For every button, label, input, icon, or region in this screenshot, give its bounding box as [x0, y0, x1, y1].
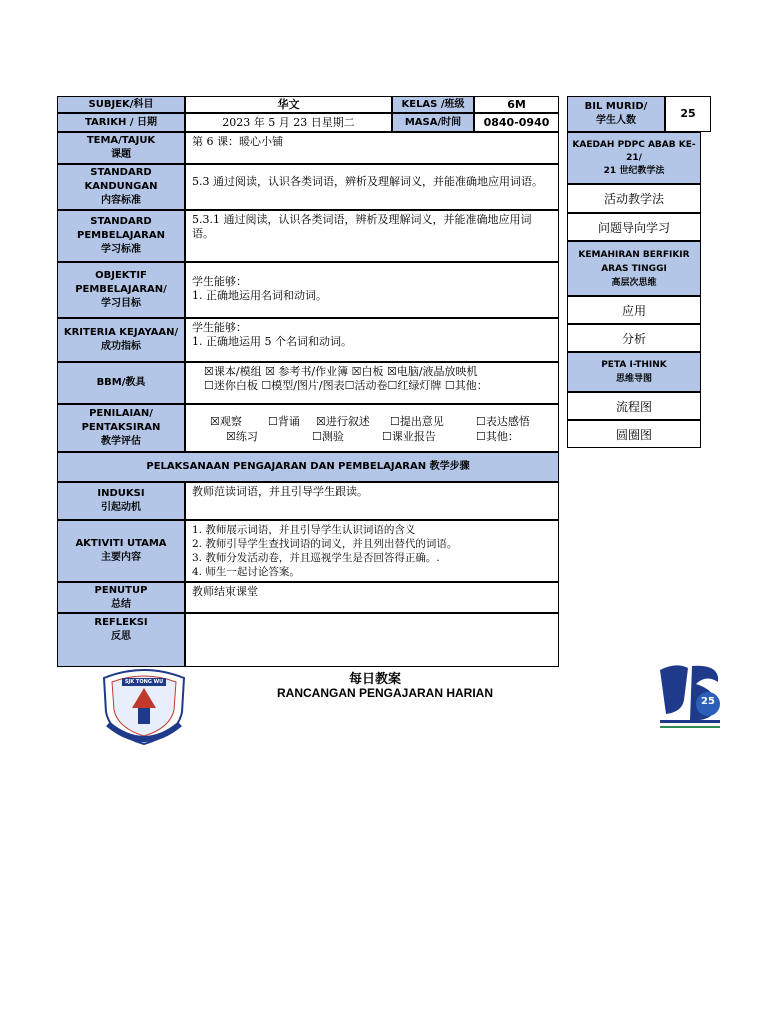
- ithink-item: 圆圈图: [567, 420, 701, 448]
- penilaian-label: PENILAIAN/ PENTAKSIRAN 教学评估: [57, 404, 185, 452]
- penilaian-option: ☐背诵: [268, 415, 300, 428]
- penilaian-option: ☐表达感悟: [476, 415, 530, 428]
- kelas-value: 6M: [474, 96, 559, 113]
- school-crest-logo: [98, 664, 190, 746]
- penutup-value: 教师结束课堂: [185, 582, 559, 613]
- kaedah-item: 活动教学法: [567, 184, 701, 213]
- aktiviti-label: AKTIVITI UTAMA 主要内容: [57, 520, 185, 582]
- penilaian-value: [185, 404, 559, 452]
- penilaian-option: ☒进行叙述: [316, 415, 370, 428]
- anniversary-logo: [656, 660, 724, 732]
- kbat-label: KEMAHIRAN BERFIKIR ARAS TINGGI 高层次思维: [567, 241, 701, 296]
- kriteria-label: KRITERIA KEJAYAAN/ 成功指标: [57, 318, 185, 362]
- penilaian-option: ☒练习: [226, 430, 258, 443]
- bbm-line-2: ☐迷你白板 ☐模型/图片/图表☐活动卷☐红绿灯牌 ☐其他：: [204, 379, 488, 392]
- anniversary-number: 25: [701, 696, 715, 707]
- kaedah-label: KAEDAH PDPC ABAB KE- 21/ 21 世纪教学法: [567, 132, 701, 184]
- refleksi-value: [185, 613, 559, 667]
- masa-value: 0840-0940: [474, 113, 559, 132]
- bbm-label: BBM/教具: [57, 362, 185, 404]
- subjek-value: 华文: [185, 96, 392, 113]
- penilaian-option: ☒观察: [210, 415, 242, 428]
- tema-label: TEMA/TAJUK 课题: [57, 132, 185, 164]
- refleksi-label: REFLEKSI 反思: [57, 613, 185, 667]
- masa-label: MASA/时间: [392, 113, 474, 132]
- penilaian-option: ☐其他：: [476, 430, 519, 443]
- ithink-item: 流程图: [567, 392, 701, 420]
- induksi-label: INDUKSI 引起动机: [57, 482, 185, 520]
- penilaian-option: ☐课业报告: [382, 430, 436, 443]
- induksi-value: 教师范读词语，并且引导学生跟读。: [185, 482, 559, 520]
- tema-value: 第 6 课：暖心小铺: [185, 132, 559, 164]
- standard-kandungan-value: 5.3 通过阅读，认识各类词语，辨析及理解词义，并能准确地应用词语。: [185, 164, 559, 210]
- penilaian-option: ☐提出意见: [390, 415, 444, 428]
- bil-murid-value: 25: [665, 96, 711, 132]
- objektif-label: OBJEKTIF PEMBELAJARAN/ 学习目标: [57, 262, 185, 318]
- kriteria-value: 学生能够： 1. 正确地运用 5 个名词和动词。: [185, 318, 559, 362]
- standard-pembelajaran-value: 5.3.1 通过阅读，认识各类词语，辨析及理解词义，并能准确地应用词语。: [185, 210, 559, 262]
- bil-murid-label: BIL MURID/ 学生人数: [567, 96, 665, 132]
- kbat-item: 应用: [567, 296, 701, 324]
- tarikh-label: TARIKH / 日期: [57, 113, 185, 132]
- subjek-label: SUBJEK/科目: [57, 96, 185, 113]
- kaedah-item: 问题导向学习: [567, 213, 701, 241]
- penilaian-option: ☐测验: [312, 430, 344, 443]
- tarikh-value: 2023 年 5 月 23 日星期二: [185, 113, 392, 132]
- kbat-item: 分析: [567, 324, 701, 352]
- kelas-label: KELAS /班级: [392, 96, 474, 113]
- aktiviti-value: 1. 教师展示词语，并且引导学生认识词语的含义 2. 教师引导学生查找词语的词义，并且列出替代的词语。 3. 教师分发活动卷，并且巡视学生是否回答得正确。. 4. 师生一起讨论答案。: [185, 520, 559, 582]
- footer-title-cn: 每日教案: [348, 672, 401, 687]
- objektif-value: 学生能够： 1. 正确地运用名词和动词。: [185, 262, 559, 318]
- ithink-label: PETA I-THINK 思维导图: [567, 352, 701, 392]
- bbm-value: [185, 362, 559, 404]
- footer-title-ms: RANCANGAN PENGAJARAN HARIAN: [276, 686, 493, 700]
- crest-text: SJK TONG WU: [124, 679, 164, 685]
- bbm-line-1: ☒课本/模组 ☒ 参考书/作业簿 ☒白板 ☒电脑/液晶放映机: [204, 365, 478, 378]
- standard-kandungan-label: STANDARD KANDUNGAN 内容标准: [57, 164, 185, 210]
- standard-pembelajaran-label: STANDARD PEMBELAJARAN 学习标准: [57, 210, 185, 262]
- pelaksanaan-header: PELAKSANAAN PENGAJARAN DAN PEMBELAJARAN 教学步骤: [57, 452, 559, 482]
- penutup-label: PENUTUP 总结: [57, 582, 185, 613]
